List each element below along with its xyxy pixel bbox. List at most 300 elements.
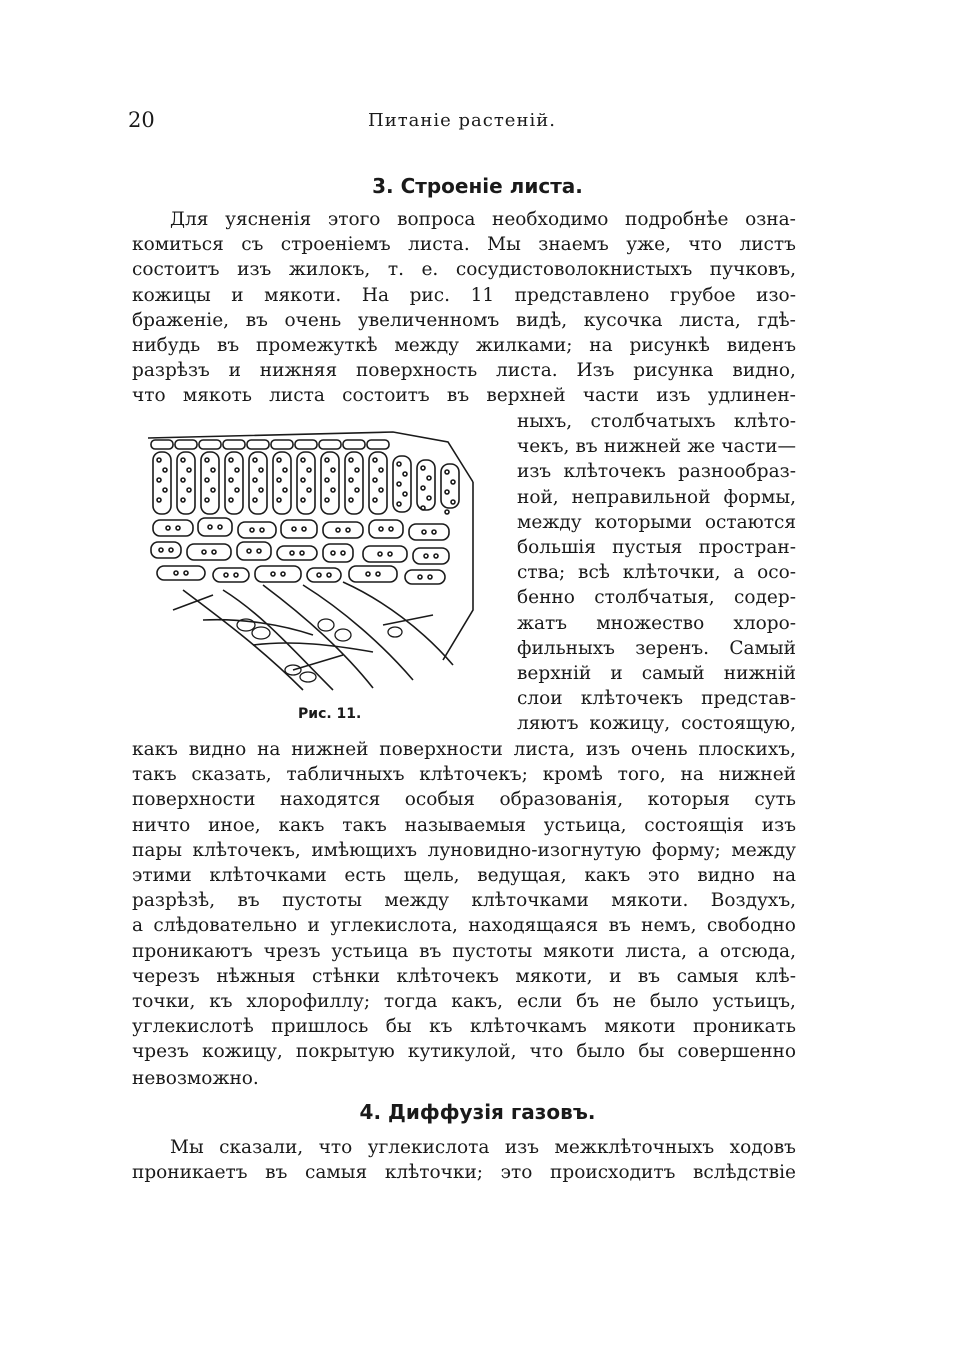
word: слои bbox=[517, 688, 563, 710]
word: нижней bbox=[291, 739, 369, 760]
figure-cell bbox=[373, 458, 377, 462]
figure-cell bbox=[247, 440, 269, 449]
figure-cell bbox=[321, 452, 339, 514]
word: устьицъ, bbox=[712, 991, 796, 1012]
text-line bbox=[132, 863, 796, 888]
word: листа. bbox=[496, 360, 558, 382]
word: находятся bbox=[280, 789, 381, 811]
text-line bbox=[132, 888, 796, 913]
word: пары bbox=[132, 839, 182, 861]
text-line bbox=[517, 560, 796, 585]
word: бенно bbox=[517, 587, 575, 609]
figure-cell bbox=[281, 572, 285, 576]
word: нижній bbox=[723, 663, 796, 684]
word: нижняя bbox=[259, 360, 338, 382]
text-line bbox=[170, 207, 796, 232]
text-line bbox=[517, 686, 796, 711]
word: и bbox=[609, 965, 622, 987]
word: изъ bbox=[517, 461, 552, 483]
figure-cell bbox=[424, 554, 428, 558]
word: листа bbox=[269, 385, 325, 407]
figure-cell bbox=[234, 573, 238, 577]
word: клѣточкамъ bbox=[469, 1016, 587, 1038]
figure-cell bbox=[325, 498, 329, 502]
word: изъ bbox=[656, 385, 691, 407]
word: пришлось bbox=[271, 1016, 369, 1038]
word: не bbox=[612, 991, 637, 1012]
figure-cell bbox=[323, 544, 353, 562]
word: разнообраз- bbox=[678, 461, 796, 483]
word: этого bbox=[327, 209, 381, 230]
figure-cell bbox=[349, 458, 353, 462]
word: имѣющихъ bbox=[311, 839, 418, 861]
figure-cell bbox=[229, 478, 233, 482]
figure-cell bbox=[201, 452, 219, 514]
word: что bbox=[529, 1041, 564, 1063]
figure-cell bbox=[253, 478, 257, 482]
figure-cell bbox=[176, 526, 180, 530]
word: столбчатыя, bbox=[594, 587, 715, 609]
word: промежуткѣ bbox=[256, 335, 378, 356]
word: сказать, bbox=[191, 764, 272, 786]
text-line bbox=[517, 535, 796, 560]
figure-cell bbox=[445, 470, 449, 474]
word: къ bbox=[209, 991, 233, 1012]
word: поверхности bbox=[379, 739, 503, 760]
figure-cell bbox=[208, 525, 212, 529]
text-line bbox=[517, 510, 796, 535]
word: клѣточекъ, bbox=[192, 839, 301, 861]
figure-cell bbox=[151, 542, 181, 558]
word: а bbox=[132, 915, 144, 937]
word: хлоро- bbox=[733, 612, 796, 634]
word: что bbox=[318, 1137, 353, 1158]
word: мякоти. bbox=[611, 890, 689, 912]
word: сказали, bbox=[219, 1137, 304, 1158]
figure-cell bbox=[418, 575, 422, 579]
word: и bbox=[307, 915, 320, 937]
word: свободно bbox=[706, 915, 796, 937]
word: покрытую bbox=[295, 1041, 395, 1063]
word: изъ bbox=[585, 739, 621, 760]
figure-cell bbox=[325, 478, 329, 482]
word: которыя bbox=[647, 789, 730, 811]
word: большія bbox=[517, 537, 596, 558]
figure-cell bbox=[260, 528, 264, 532]
text-line bbox=[132, 383, 796, 408]
text-line bbox=[132, 257, 796, 282]
figure-cell bbox=[297, 452, 315, 514]
word: чрезъ bbox=[132, 1041, 189, 1063]
figure-cell bbox=[211, 488, 215, 492]
text-line bbox=[517, 485, 796, 510]
word: ходовъ bbox=[729, 1137, 796, 1158]
figure-cell bbox=[277, 458, 281, 462]
word: пустоты bbox=[282, 890, 362, 912]
figure-cell bbox=[331, 488, 335, 492]
word: кожицу, bbox=[202, 1041, 283, 1063]
figure-cell bbox=[405, 570, 445, 584]
figure-cell bbox=[427, 476, 431, 480]
word: особыя bbox=[404, 789, 475, 811]
figure-cell bbox=[174, 571, 178, 575]
word: между bbox=[731, 839, 796, 861]
word: изъ bbox=[237, 259, 272, 281]
figure-cell bbox=[295, 440, 317, 449]
figure-cell bbox=[283, 468, 287, 472]
word: уже, bbox=[626, 234, 671, 256]
word: между bbox=[394, 335, 459, 356]
word: содер- bbox=[734, 587, 796, 609]
figure-cell bbox=[397, 482, 401, 486]
word: кожицу, bbox=[589, 713, 671, 735]
figure-cell bbox=[373, 478, 377, 482]
word: мякоти bbox=[604, 1016, 676, 1038]
word: пустыя bbox=[612, 537, 683, 558]
figure-cell bbox=[307, 488, 311, 492]
word: въ bbox=[265, 1162, 288, 1184]
figure-cell bbox=[259, 468, 263, 472]
figure-caption: Рис. 11. bbox=[298, 706, 362, 722]
figure-cell bbox=[151, 440, 173, 449]
figure-cell bbox=[235, 468, 239, 472]
word: пустоты bbox=[452, 940, 533, 962]
word: нижней bbox=[603, 436, 682, 458]
word: части— bbox=[721, 436, 796, 458]
figure-cell bbox=[229, 458, 233, 462]
word: какъ bbox=[278, 814, 325, 836]
word: кожицы bbox=[132, 284, 211, 306]
word: этими bbox=[132, 865, 192, 886]
word: бы bbox=[385, 1016, 412, 1038]
figure-cell bbox=[451, 500, 455, 504]
word: нибудь bbox=[132, 335, 201, 356]
word: листа, bbox=[513, 739, 576, 760]
figure-cell bbox=[277, 498, 281, 502]
figure-cell bbox=[397, 502, 401, 506]
figure-cell bbox=[202, 550, 206, 554]
figure-cell bbox=[237, 542, 271, 560]
word: какъ bbox=[132, 739, 178, 760]
word: клѣто- bbox=[733, 411, 796, 432]
word: верхній bbox=[517, 663, 592, 684]
figure-cell bbox=[369, 452, 387, 514]
word: въ bbox=[216, 335, 240, 356]
word: листа, bbox=[625, 940, 687, 962]
word: ныхъ, bbox=[517, 411, 573, 432]
word: вслѣдствіе bbox=[693, 1162, 796, 1184]
word: состоитъ bbox=[342, 385, 430, 407]
word: устьица, bbox=[543, 814, 627, 836]
word: уясненія bbox=[225, 209, 312, 230]
text-line bbox=[517, 585, 796, 610]
word: гдѣ- bbox=[757, 309, 796, 331]
word: простран- bbox=[698, 537, 796, 558]
word: если bbox=[516, 991, 563, 1012]
word: въ bbox=[446, 385, 470, 407]
word: а bbox=[733, 562, 745, 584]
word: на bbox=[257, 739, 281, 760]
figure-cell bbox=[346, 528, 350, 532]
figure-cell bbox=[355, 468, 359, 472]
figure-cell bbox=[163, 488, 167, 492]
word: отсюда, bbox=[719, 940, 796, 962]
word: видно bbox=[188, 739, 247, 760]
figure-cell bbox=[403, 472, 407, 476]
figure-cell bbox=[445, 510, 449, 514]
word: т. bbox=[387, 259, 404, 281]
word: клѣточекъ bbox=[563, 461, 666, 483]
figure-cell bbox=[271, 440, 293, 449]
word: клѣточекъ; bbox=[419, 764, 528, 786]
word: мякоть bbox=[182, 385, 252, 407]
word: множество bbox=[596, 612, 705, 634]
word: листа. bbox=[408, 234, 470, 256]
word: клѣточки, bbox=[622, 562, 721, 584]
word: листа, bbox=[679, 309, 741, 331]
figure-cell bbox=[181, 458, 185, 462]
word: 11 bbox=[470, 284, 495, 306]
word: на bbox=[680, 764, 704, 786]
word: стѣнки bbox=[312, 965, 381, 987]
word: верхней bbox=[486, 385, 566, 407]
word: немъ, bbox=[641, 915, 697, 937]
word: рисунка bbox=[633, 360, 714, 382]
word: пучковъ, bbox=[709, 259, 796, 281]
figure-cell bbox=[432, 530, 436, 534]
text-line bbox=[132, 358, 796, 383]
figure-cell bbox=[187, 488, 191, 492]
word: Изъ bbox=[576, 360, 615, 382]
word: клѣточками bbox=[471, 890, 589, 912]
figure-cell bbox=[157, 566, 205, 580]
word: жатъ bbox=[517, 612, 568, 634]
word: и bbox=[231, 284, 244, 306]
word: въ bbox=[637, 965, 661, 987]
word: въ bbox=[419, 940, 442, 962]
figure-cell bbox=[253, 498, 257, 502]
figure-cell bbox=[378, 552, 382, 556]
word: въ bbox=[237, 890, 260, 912]
figure-cell bbox=[409, 524, 449, 540]
leaf-cross-section-illustration bbox=[143, 420, 483, 700]
word: формы, bbox=[723, 486, 796, 508]
word: строеніемъ bbox=[280, 234, 391, 256]
word: называемыя bbox=[404, 814, 526, 836]
figure-cell bbox=[166, 526, 170, 530]
text-line bbox=[517, 434, 796, 459]
figure-cell bbox=[153, 520, 193, 536]
figure-cell bbox=[393, 456, 411, 512]
text-line bbox=[517, 611, 796, 636]
word: остаются bbox=[704, 511, 796, 533]
figure-cell bbox=[413, 548, 449, 564]
word: какъ, bbox=[451, 991, 504, 1012]
word: е. bbox=[421, 259, 439, 281]
word: рисункѣ bbox=[629, 335, 710, 356]
page-number: 20 bbox=[128, 108, 155, 132]
figure-cell bbox=[434, 554, 438, 558]
word: щель, bbox=[403, 865, 460, 886]
text-line bbox=[517, 409, 796, 434]
figure-cell bbox=[331, 551, 335, 555]
word: листъ bbox=[739, 234, 796, 256]
figure-cell bbox=[253, 458, 257, 462]
word: кромѣ bbox=[542, 764, 603, 786]
word: клѣ- bbox=[755, 965, 796, 987]
figure-cell bbox=[343, 440, 365, 449]
figure-cell bbox=[212, 550, 216, 554]
figure-cell bbox=[379, 527, 383, 531]
figure-cell bbox=[187, 468, 191, 472]
word: луновидно-изогнутую bbox=[427, 839, 642, 861]
word: такъ bbox=[132, 764, 177, 786]
figure-cell bbox=[277, 546, 317, 560]
figure-cell bbox=[255, 566, 301, 582]
figure-cell bbox=[325, 458, 329, 462]
figure-cell bbox=[389, 527, 393, 531]
figure-cell bbox=[292, 527, 296, 531]
text-line bbox=[132, 1160, 796, 1185]
figure-cell bbox=[301, 478, 305, 482]
word: На bbox=[361, 284, 390, 306]
word: клѣточки; bbox=[384, 1162, 484, 1184]
figure-cell bbox=[159, 548, 163, 552]
figure-cell bbox=[323, 522, 363, 538]
word: вопроса bbox=[397, 209, 476, 230]
figure-cell bbox=[238, 522, 276, 538]
word: клѣточками bbox=[209, 865, 327, 886]
word: слѣдовательно bbox=[153, 915, 298, 937]
figure-cell bbox=[441, 464, 459, 508]
word: необходимо bbox=[492, 209, 609, 230]
figure-cell bbox=[422, 530, 426, 534]
figure-cell bbox=[250, 528, 254, 532]
word: виденъ bbox=[726, 335, 796, 356]
word: въ bbox=[575, 436, 598, 458]
word: зеренъ. bbox=[635, 637, 710, 659]
word: состоитъ bbox=[132, 259, 220, 281]
word: Самый bbox=[729, 637, 796, 659]
figure-cell bbox=[157, 458, 161, 462]
word: изъ bbox=[761, 814, 796, 836]
section3-last-line: невозможно. bbox=[132, 1068, 259, 1089]
word: чекъ, bbox=[517, 436, 570, 458]
word: разрѣзѣ, bbox=[132, 890, 216, 912]
figure-cell bbox=[157, 498, 161, 502]
figure-cell bbox=[157, 478, 161, 482]
word: образованія, bbox=[499, 789, 624, 811]
figure-cell bbox=[417, 460, 435, 510]
word: было bbox=[576, 1041, 626, 1063]
figure-cell bbox=[281, 520, 317, 538]
word: чрезъ bbox=[263, 940, 321, 962]
word: ства; bbox=[517, 562, 566, 584]
word: и bbox=[228, 360, 241, 382]
text-line bbox=[132, 737, 796, 762]
word: знаемъ bbox=[538, 234, 609, 256]
text-line bbox=[517, 459, 796, 484]
word: межклѣточныхъ bbox=[554, 1137, 715, 1158]
word: осо- bbox=[757, 562, 796, 584]
figure-cell bbox=[249, 452, 267, 514]
text-line bbox=[132, 813, 796, 838]
word: ной, bbox=[517, 486, 559, 508]
figure-cell bbox=[153, 452, 171, 514]
word: озна- bbox=[745, 209, 796, 230]
word: жилокъ, bbox=[288, 259, 371, 281]
figure-cell bbox=[376, 572, 380, 576]
word: плоскихъ, bbox=[698, 739, 796, 760]
word: состоящую, bbox=[681, 713, 796, 735]
word: очень bbox=[630, 739, 688, 760]
word: что bbox=[132, 385, 166, 407]
figure-cell bbox=[366, 572, 370, 576]
figure-cell bbox=[205, 478, 209, 482]
figure-cell bbox=[273, 452, 291, 514]
figure-cell bbox=[421, 506, 425, 510]
word: есть bbox=[344, 865, 387, 886]
word: а bbox=[697, 940, 709, 962]
word: того, bbox=[617, 764, 666, 786]
figure-cell bbox=[369, 520, 403, 538]
word: иное, bbox=[208, 814, 261, 836]
word: на bbox=[772, 865, 796, 886]
figure-cell bbox=[187, 544, 231, 560]
word: какъ bbox=[584, 865, 631, 886]
word: кутикулой, bbox=[407, 1041, 517, 1063]
text-line bbox=[517, 636, 796, 661]
word: углекислота bbox=[367, 1137, 490, 1158]
figure-cell bbox=[277, 478, 281, 482]
word: суть bbox=[754, 789, 796, 811]
word: Для bbox=[170, 209, 209, 230]
word: ничто bbox=[132, 814, 191, 836]
figure-cell bbox=[225, 452, 243, 514]
figure-cell bbox=[181, 498, 185, 502]
figure-cell bbox=[211, 468, 215, 472]
word: всѣ bbox=[578, 562, 610, 584]
figure-cell bbox=[300, 551, 304, 555]
word: совершенно bbox=[677, 1041, 796, 1063]
text-line bbox=[517, 711, 796, 736]
word: происходитъ bbox=[550, 1162, 676, 1184]
figure-cell bbox=[349, 478, 353, 482]
section-heading-3: 3. Строеніе листа. bbox=[372, 174, 583, 198]
word: форму; bbox=[651, 839, 721, 861]
figure-cell bbox=[177, 452, 195, 514]
figure-cell bbox=[163, 468, 167, 472]
figure-cell bbox=[307, 468, 311, 472]
word: сосудистоволокнистыхъ bbox=[455, 259, 693, 281]
figure-cell bbox=[205, 498, 209, 502]
word: части bbox=[582, 385, 640, 407]
word: что bbox=[688, 234, 723, 256]
figure-cell bbox=[349, 566, 397, 582]
figure-cell bbox=[421, 466, 425, 470]
word: кусочка bbox=[583, 309, 663, 331]
word: мякоти. bbox=[264, 284, 342, 306]
text-line bbox=[132, 333, 796, 358]
word: столбчатыхъ bbox=[590, 411, 716, 432]
word: тогда bbox=[383, 991, 438, 1012]
word: такъ bbox=[342, 814, 387, 836]
figure-cell bbox=[388, 552, 392, 556]
figure-cell bbox=[403, 492, 407, 496]
word: черезъ bbox=[132, 965, 200, 987]
word: рис. bbox=[409, 284, 451, 306]
figure-cell bbox=[175, 440, 197, 449]
